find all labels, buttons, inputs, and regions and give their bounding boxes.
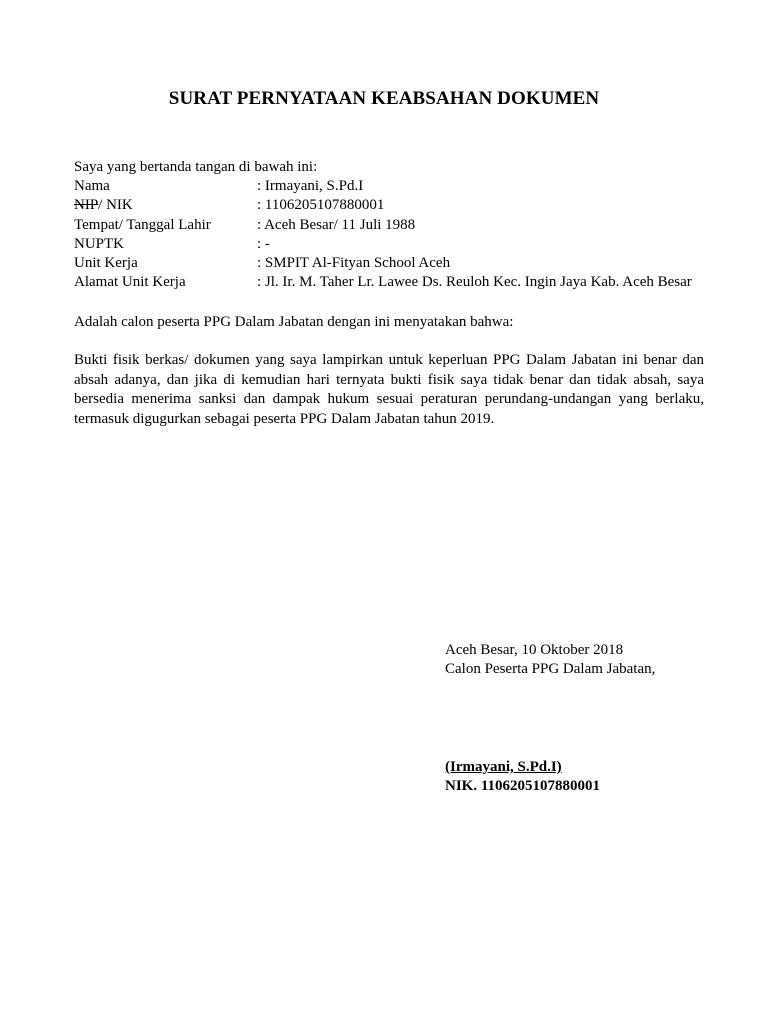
field-label: Unit Kerja <box>74 255 138 272</box>
field-label: Tempat/ Tanggal Lahir <box>74 216 211 233</box>
signature-block <box>445 641 655 680</box>
field-row-unit-kerja <box>74 254 734 273</box>
signer-role: Calon Peserta PPG Dalam Jabatan, <box>445 661 656 678</box>
field-label <box>74 196 257 215</box>
field-label: NUPTK <box>74 235 125 252</box>
intro-text: Saya yang bertanda tangan di bawah ini: <box>74 159 318 175</box>
field-value: : Jl. Ir. M. Taher Lr. Lawee Ds. Reuloh Kec. Ingin Jaya Kab. Aceh Besar <box>257 274 692 291</box>
signer-identity <box>445 758 600 797</box>
body-paragraph: Bukti fisik berkas/ dokumen yang saya lampirkan untuk keperluan PPG Dalam Jabatan ini benar dan absah adanya, dan jika di kemudian hari ternyata bukti fisik saya tidak benar dan tidak absah, saya bersedia menerima sanksi dan dampak hukum sesuai peraturan perundang-undangan yang berlaku, termasuk digugurkan sebagai peserta PPG Dalam Jabatan tahun 2019. <box>74 352 704 427</box>
field-row-nama <box>74 177 734 196</box>
field-value: : 1106205107880001 <box>257 197 385 214</box>
signer-name: (Irmayani, S.Pd.I) <box>445 759 562 775</box>
place-date: Aceh Besar, 10 Oktober 2018 <box>445 642 624 658</box>
identity-fields <box>74 177 734 293</box>
field-value: : SMPIT Al-Fityan School Aceh <box>257 255 451 272</box>
field-label: Alamat Unit Kerja <box>74 274 186 291</box>
field-row-nip-nik <box>74 196 734 215</box>
statement-intro: Adalah calon peserta PPG Dalam Jabatan dengan ini menyatakan bahwa: <box>74 314 514 330</box>
field-row-ttl <box>74 216 734 235</box>
field-label: Nama <box>74 178 110 194</box>
field-value: : - <box>257 235 270 252</box>
label-rest: / NIK <box>98 197 133 214</box>
document-title: SURAT PERNYATAAN KEABSAHAN DOKUMEN <box>168 88 600 109</box>
field-value: : Irmayani, S.Pd.I <box>257 178 364 194</box>
field-row-nuptk <box>74 235 734 254</box>
field-value: : Aceh Besar/ 11 Juli 1988 <box>257 216 416 233</box>
signer-nik: NIK. 1106205107880001 <box>445 778 601 795</box>
field-row-alamat <box>74 273 734 292</box>
struck-label: NIP <box>74 197 99 214</box>
